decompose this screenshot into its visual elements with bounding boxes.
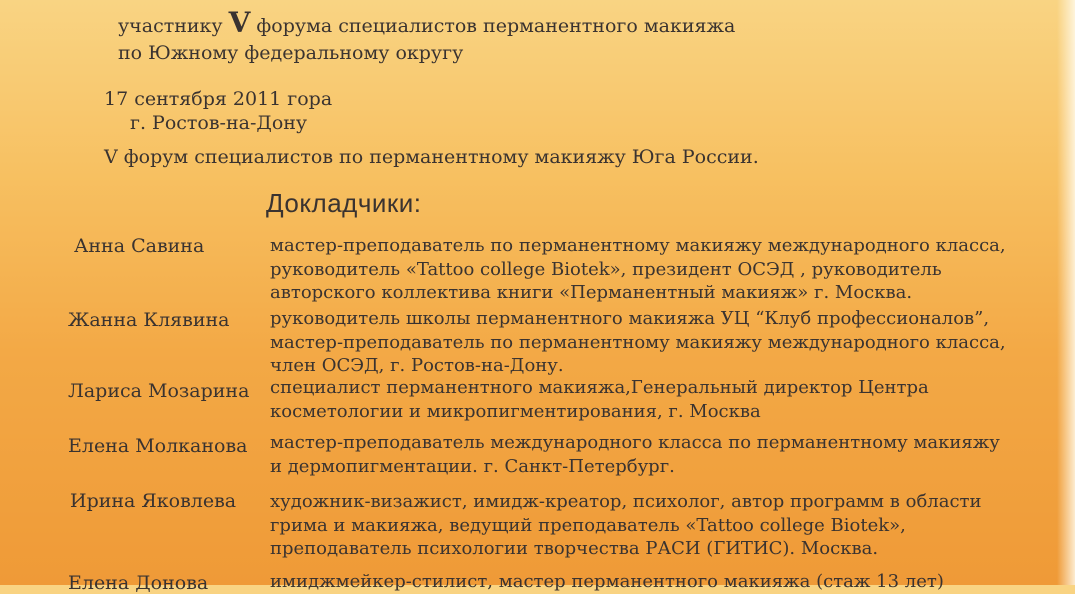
description-line: член ОСЭД, г. Ростов-на-Дону. [270, 355, 564, 376]
description-line: художник-визажист, имидж-креатор, психолог, автор программ в области [270, 491, 982, 512]
event-title: V форум специалистов по перманентному макияжу Юга России. [104, 146, 759, 168]
header-prefix: участнику [118, 15, 229, 37]
header-numeral: V [228, 6, 251, 39]
event-date: 17 сентября 2011 гора [104, 88, 333, 110]
description-line: преподаватель психологии творчества РАСИ (ГИТИС). Москва. [270, 538, 879, 559]
description-line: имиджмейкер-стилист, мастер перманентного макияжа (стаж 13 лет) [270, 571, 944, 592]
description-line: специалист перманентного макияжа,Генеральный директор Центра [270, 377, 929, 398]
header-line-2: по Южному федеральному округу [118, 42, 464, 64]
speaker-description [270, 234, 1006, 305]
description-line: мастер-преподаватель по перманентному макияжу международного класса, [270, 331, 1006, 353]
speaker-name: Анна Савина [74, 235, 205, 257]
speaker-description [270, 490, 982, 561]
header-line-1 [118, 6, 735, 39]
speaker-description [270, 307, 1006, 378]
speakers-heading: Докладчики: [266, 188, 422, 218]
description-line: и дермопигментации. г. Санкт-Петербург. [270, 455, 675, 477]
event-city: г. Ростов-на-Дону [130, 112, 308, 134]
description-line: косметологии и микропигментирования, г. Москва [270, 400, 761, 422]
description-line: авторского коллектива книги «Перманентный макияж» г. Москва. [270, 282, 913, 303]
speaker-name: Жанна Клявина [68, 309, 230, 331]
description-line: мастер-преподаватель по перманентному макияжу международного класса, [270, 235, 1006, 256]
header-suffix: форума специалистов перманентного макияжа [250, 15, 736, 37]
speaker-name: Елена Донова [68, 572, 209, 594]
speaker-name: Елена Молканова [68, 435, 248, 457]
speaker-name: Лариса Мозарина [68, 380, 250, 402]
paper-edge [1057, 0, 1075, 585]
description-line: руководитель школы перманентного макияжа УЦ “Клуб профессионалов”, [270, 308, 990, 329]
speaker-description [270, 431, 1000, 478]
description-line: грима и макияжа, ведущий преподаватель «Tattoo college Biotek», [270, 514, 906, 536]
speaker-description [270, 570, 944, 594]
speaker-description [270, 376, 929, 423]
speaker-name: Ирина Яковлева [70, 490, 237, 512]
description-line: руководитель «Tattoo college Biotek», президент ОСЭД , руководитель [270, 258, 942, 280]
description-line: мастер-преподаватель международного класса по перманентному макияжу [270, 432, 1000, 453]
